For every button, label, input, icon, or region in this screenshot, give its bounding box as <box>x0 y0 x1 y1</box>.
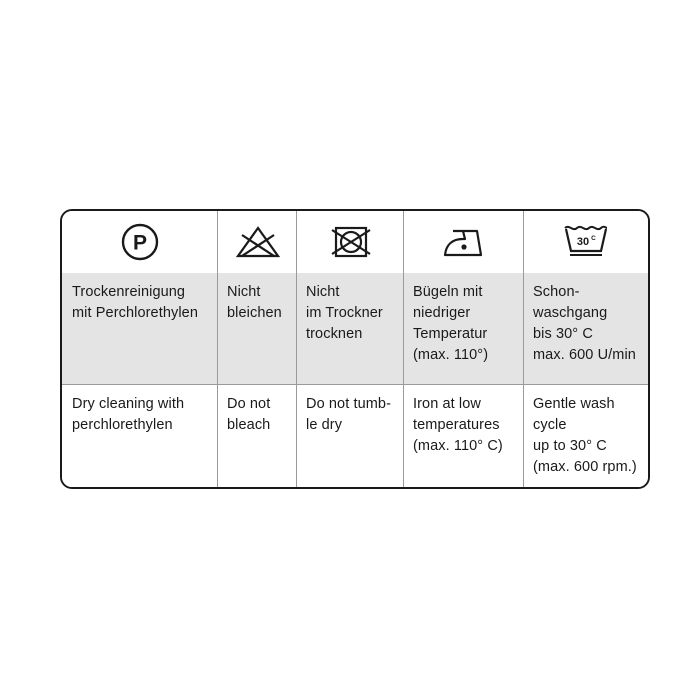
german-text: Schon- waschgang bis 30° C max. 600 U/min <box>533 284 636 363</box>
care-column-tumble-dry <box>296 211 404 487</box>
german-cell <box>297 273 404 385</box>
care-column-bleach <box>217 211 297 487</box>
do-not-bleach-icon <box>235 225 281 259</box>
icon-cell <box>218 211 297 273</box>
german-cell <box>404 273 524 385</box>
english-text: Gentle wash cycle up to 30° C (max. 600 rpm.) <box>533 396 637 475</box>
wash-temperature-number: 30 <box>576 236 590 248</box>
german-text: Nicht bleichen <box>227 284 282 321</box>
do-not-tumble-dry-icon <box>329 224 373 260</box>
icon-cell <box>62 211 217 273</box>
dry-clean-p-icon <box>120 222 160 262</box>
english-cell <box>62 385 217 487</box>
english-cell <box>297 385 404 487</box>
english-text: Iron at low temperatures (max. 110° C) <box>413 396 503 454</box>
german-cell <box>218 273 297 385</box>
english-cell <box>218 385 297 487</box>
wash-temperature-unit: C <box>591 235 596 242</box>
dry-clean-p-letter: P <box>132 231 147 255</box>
care-column-wash <box>523 211 648 487</box>
english-cell <box>524 385 648 487</box>
icon-cell <box>524 211 648 273</box>
english-text: Dry cleaning with perchlorethylen <box>72 396 185 433</box>
english-text: Do not tumb- le dry <box>306 396 392 433</box>
icon-cell <box>404 211 524 273</box>
gentle-wash-30-icon <box>562 223 610 261</box>
german-cell <box>524 273 648 385</box>
german-cell <box>62 273 217 385</box>
icon-cell <box>297 211 404 273</box>
german-text: Bügeln mit niedriger Temperatur (max. 110°) <box>413 284 489 363</box>
care-column-iron <box>403 211 524 487</box>
german-text: Trockenreinigung mit Perchlorethylen <box>72 284 199 321</box>
care-column-dry-clean <box>62 211 217 487</box>
care-label-table <box>60 209 650 489</box>
english-cell <box>404 385 524 487</box>
english-text: Do not bleach <box>227 396 271 433</box>
iron-low-temperature-icon <box>441 225 487 259</box>
german-text: Nicht im Trockner trocknen <box>306 284 383 342</box>
